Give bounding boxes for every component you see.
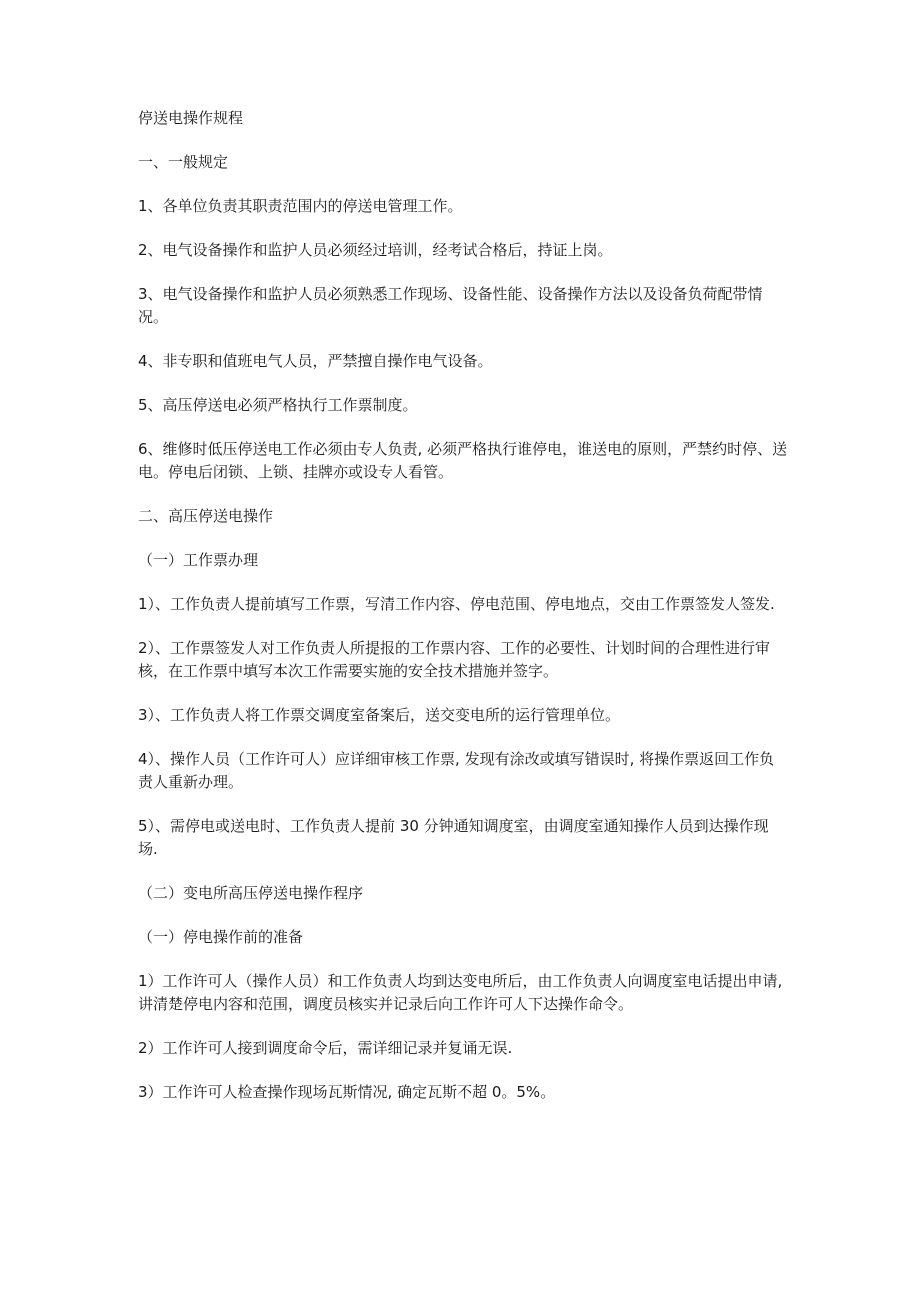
paragraph: 5、高压停送电必须严格执行工作票制度。	[138, 396, 418, 414]
paragraph: 5）、需停电或送电时、工作负责人提前 30 分钟通知调度室，由调度室通知操作人员到达操作现场.	[138, 817, 769, 858]
paragraph: 2）、工作票签发人对工作负责人所提报的工作票内容、工作的必要性、计划时间的合理性进行审核，在工作票中填写本次工作需要实施的安全技术措施并签字。	[138, 639, 771, 680]
section-heading: 一、一般规定	[138, 153, 229, 171]
paragraph: 1）、工作负责人提前填写工作票，写清工作内容、停电范围、停电地点，交由工作票签发人签发.	[138, 595, 775, 613]
paragraph: 1）工作许可人（操作人员）和工作负责人均到达变电所后，由工作负责人向调度室电话提出申请, 讲清楚停电内容和范围，调度员核实并记录后向工作许可人下达操作命令。	[138, 972, 783, 1013]
paragraph: 6、维修时低压停送电工作必须由专人负责, 必须严格执行谁停电，谁送电的原则，严禁约时停、送电。停电后闭锁、上锁、挂牌亦或设专人看管。	[138, 440, 788, 481]
paragraph: 3）工作许可人检查操作现场瓦斯情况, 确定瓦斯不超 0。5%。	[138, 1083, 556, 1101]
document-body	[138, 107, 788, 1125]
subsection-heading: （一）工作票办理	[138, 551, 259, 569]
paragraph: 1、各单位负责其职责范围内的停送电管理工作。	[138, 197, 463, 215]
paragraph: 3、电气设备操作和监护人员必须熟悉工作现场、设备性能、设备操作方法以及设备负荷配带情况。	[138, 285, 763, 326]
paragraph: 4）、操作人员（工作许可人）应详细审核工作票, 发现有涂改或填写错误时, 将操作票返回工作负责人重新办理。	[138, 750, 775, 791]
document-title: 停送电操作规程	[138, 109, 244, 127]
paragraph: 3）、工作负责人将工作票交调度室备案后，送交变电所的运行管理单位。	[138, 706, 621, 724]
section-heading: 二、高压停送电操作	[138, 507, 274, 525]
paragraph: 2、电气设备操作和监护人员必须经过培训，经考试合格后，持证上岗。	[138, 241, 613, 259]
paragraph: 4、非专职和值班电气人员，严禁擅自操作电气设备。	[138, 352, 493, 370]
subsection-heading: （一）停电操作前的准备	[138, 928, 304, 946]
paragraph: 2）工作许可人接到调度命令后，需详细记录并复诵无误.	[138, 1039, 513, 1057]
subsection-heading: （二）变电所高压停送电操作程序	[138, 884, 364, 902]
